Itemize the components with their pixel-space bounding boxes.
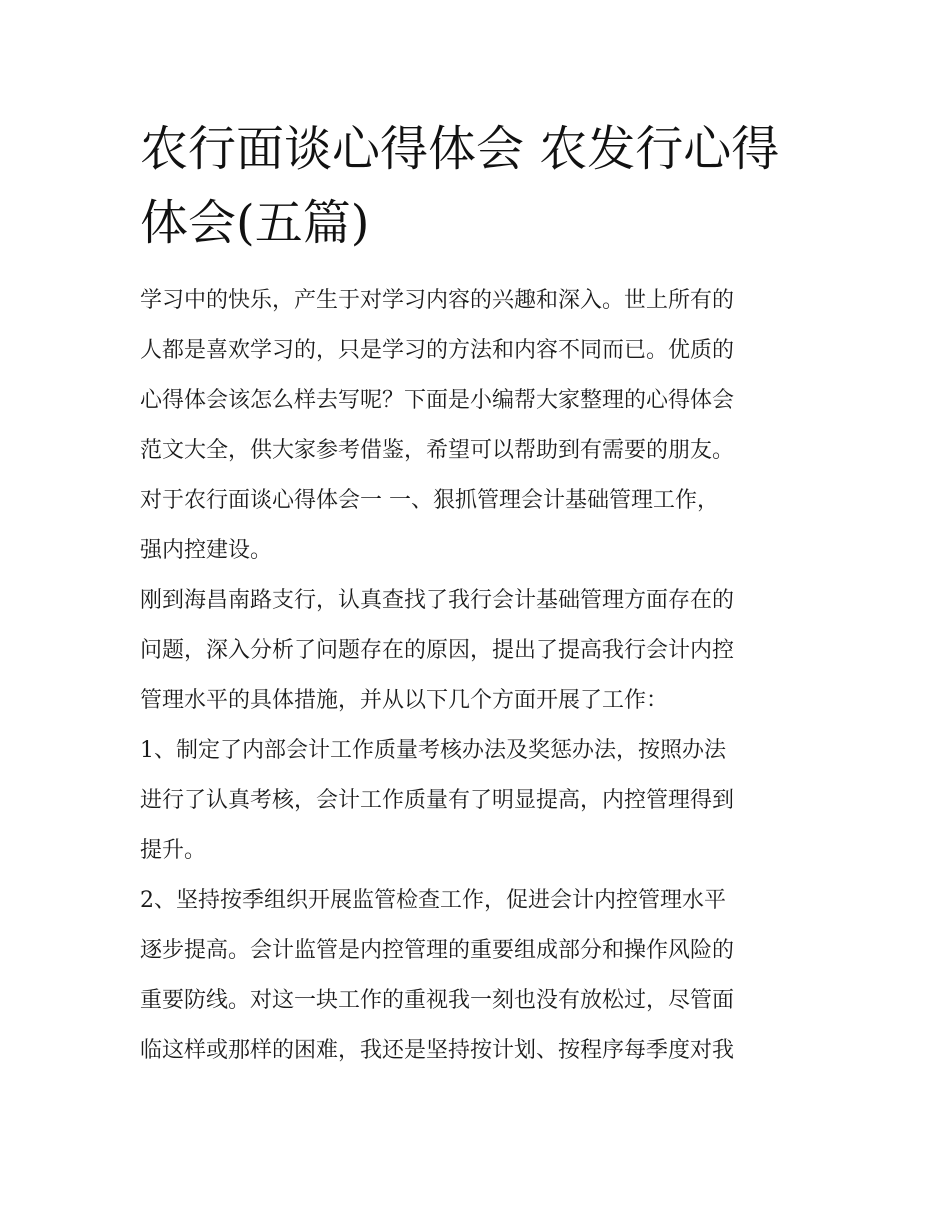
document-title (140, 112, 820, 260)
body-line: 学习中的快乐，产生于对学习内容的兴趣和深入。世上所有的 (140, 288, 735, 313)
body-line: 人都是喜欢学习的，只是学习的方法和内容不同而已。优质的 (140, 338, 735, 363)
document-body (140, 280, 820, 1080)
body-line: 提升。 (140, 838, 207, 863)
body-line: 强内控建设。 (140, 538, 273, 563)
body-line: 对于农行面谈心得体会一 一、狠抓管理会计基础管理工作， (140, 488, 719, 513)
body-line: 临这样或那样的困难，我还是坚持按计划、按程序每季度对我 (140, 1038, 735, 1063)
body-line: 重要防线。对这一块工作的重视我一刻也没有放松过，尽管面 (140, 988, 735, 1013)
body-line: 1、制定了内部会计工作质量考核办法及奖惩办法，按照办法 (140, 738, 726, 763)
body-line: 刚到海昌南路支行，认真查找了我行会计基础管理方面存在的 (140, 588, 735, 613)
body-line: 逐步提高。会计监管是内控管理的重要组成部分和操作风险的 (140, 938, 735, 963)
body-line: 管理水平的具体措施，并从以下几个方面开展了工作： (140, 688, 669, 713)
body-line: 2、坚持按季组织开展监管检查工作，促进会计内控管理水平 (140, 888, 726, 913)
body-line: 范文大全，供大家参考借鉴，希望可以帮助到有需要的朋友。 (140, 438, 735, 463)
title-line: 农行面谈心得体会 农发行心得 (140, 121, 780, 177)
body-line: 心得体会该怎么样去写呢？下面是小编帮大家整理的心得体会 (140, 388, 735, 413)
body-line: 进行了认真考核，会计工作质量有了明显提高，内控管理得到 (140, 788, 735, 813)
title-line: 体会(五篇) (140, 195, 370, 251)
body-line: 问题，深入分析了问题存在的原因，提出了提高我行会计内控 (140, 638, 735, 663)
